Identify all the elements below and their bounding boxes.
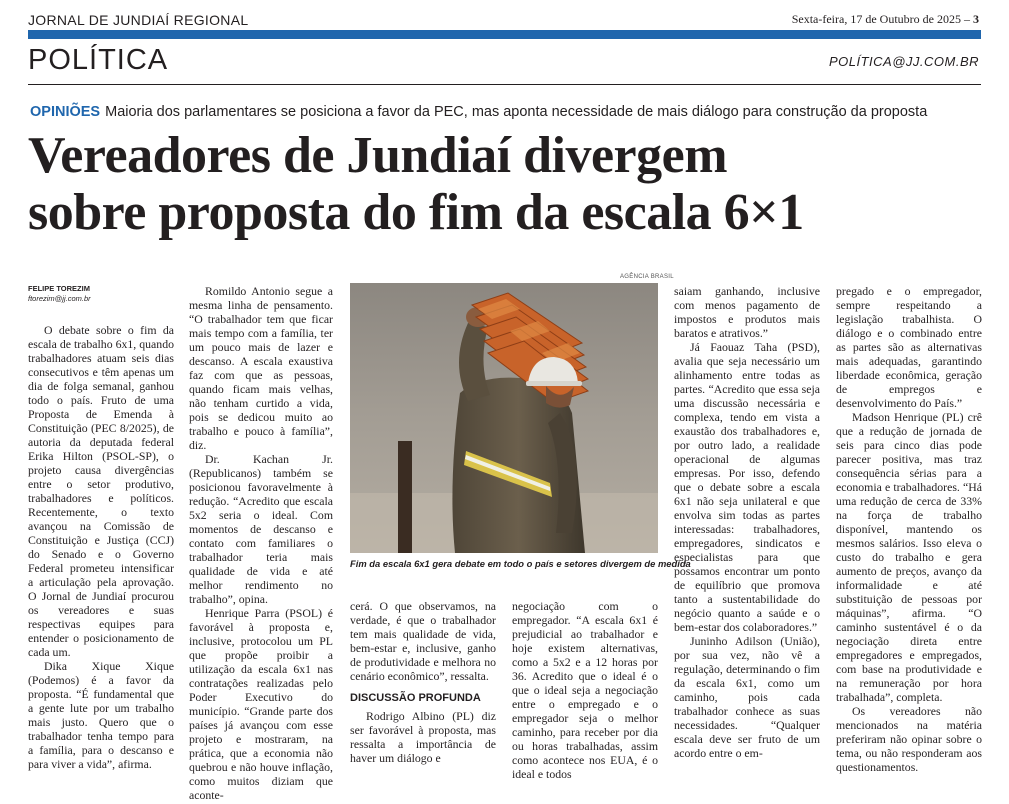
paragraph: saiam ganhando, inclusive com menos pagamento de impostos e produtos mais baratos e atrativos.” [674,284,820,340]
section-divider [28,84,981,85]
kicker-text: Maioria dos parlamentares se posiciona a favor da PEC, mas aponta necessidade de mais diálogo para construção da proposta [105,104,928,120]
paragraph: negociação com o empregador. “A escala 6x1 é prejudicial ao trabalhador e hoje existem alternativas, como a 5x2 e a 12 horas por 36. Acredito que o ideal é o que o ideal seja a negociação entre o empregado e o empregador seja o melhor caminho, para receber por dia ou horas trabalhadas, assim como acontece nos EUA, é o ideal e todos [512,599,658,781]
section-title: POLÍTICA [28,44,169,76]
section-email-link[interactable]: POLÍTICA@JJ.COM.BR [828,54,979,69]
article-column-3 [350,599,496,765]
article-column-6 [836,284,982,774]
paragraph: Dika Xique Xique (Podemos) é a favor da proposta. “É fundamental que a gente lute por um trabalho mais justo. Quero que o trabalhador tenha tempo para a família, para o descanso e para viver a vida”, afirma. [28,659,174,771]
section-color-bar [28,30,981,39]
publication-date: Sexta-feira, 17 de Outubro de 2025 [791,12,961,26]
paragraph: Madson Henrique (PL) crê que a redução de jornada de seis para cinco dias pode parecer positiva, mas traz consequência sérias para a economia e trabalhadores. “Há uma redução de cerca de 33% na força de trabalho disponível, mantendo os mesmos salários. Isso eleva o custo do trabalho e gera aumento de preços, avanço da informalidade e até substituição de pessoas por máquinas”, afirma. “O caminho sustentável é o da negociação direta entre empregadores e empregados, com base na produtividade e na remuneração por hora trabalhada”, completa. [836,410,982,704]
paragraph: O debate sobre o fim da escala de trabalho 6x1, quando trabalhadores atuam seis dias consecutivos e têm apenas um dia de folga semanal, ganhou todo o país. Fruto de uma Proposta de Emenda à Constituição (PEC 8/2025), de autoria da deputada federal Erika Hilton (PSOL-SP), o projeto causa divergências entre o setor produtivo, trabalhadores e políticos. Recentemente, o texto avançou na Comissão de Constituição e Justiça (CCJ) do Senado e o Governo Federal prometeu intensificar a articulação pela aprovação. O Jornal de Jundiaí procurou os vereadores e suas respectivas equipes para entender o posicionamento de cada um. [28,323,174,659]
newspaper-name: JORNAL DE JUNDIAÍ REGIONAL [28,12,249,28]
date-separator: – [964,12,970,26]
page-date-and-number [792,12,979,27]
paragraph: Já Faouaz Taha (PSD), avalia que seja necessário um alinhamento entre todas as partes. “Acredito que essa seja uma discussão necessária e complexa, tendo em vista a exaustão dos trabalhadores e, por outro lado, a realidade operacional de algumas empresas. Por isso, defendo que o debate sobre a escala 6x1 não seja unilateral e que envolva sim todas as partes interessadas: trabalhadores, empregadores, sindicatos e especialistas para que possamos encontrar um ponto de equilíbrio que promova tanto a sustentabilidade do negócio quanto a saúde e o bem-estar dos colaboradores.” [674,340,820,634]
page-number: 3 [973,12,979,26]
author-name: FELIPE TOREZIM [28,284,90,293]
paragraph: cerá. O que observamos, na verdade, é que o trabalhador tem mais qualidade de vida, bem-estar e, inclusive, ganho de produtividade e melhora no cenário econômico”, ressalta. [350,599,496,683]
paragraph: pregado e o empregador, sempre respeitando a legislação trabalhista. O diálogo e o combinado entre as partes são as alternativas mais adequadas, garantindo liberdade econômica, geração de empregos e desenvolvimento do País.” [836,284,982,410]
article-photo [350,283,658,553]
subheading: DISCUSSÃO PROFUNDA [350,692,481,704]
paragraph: Henrique Parra (PSOL) é favorável à proposta e, inclusive, protocolou um PL que propõe proibir a utilização da escala 6x1 nas contratações realizadas pelo Poder Executivo do município. “Grande parte dos países já avançou com esse projeto e mostraram, na prática, que a economia não quebrou e não houve inflação, como muitos diziam que aconte- [189,606,333,802]
kicker-tag: OPINIÕES [30,104,101,120]
article-headline [28,127,988,241]
article-column-1 [28,323,174,771]
headline-line-2: sobre proposta do fim da escala 6×1 [28,184,804,241]
paragraph: Romildo Antonio segue a mesma linha de pensamento. “O trabalhador tem que ficar mais tempo com a família, ter um pouco mais de lazer e descanso. A escala exaustiva faz com que as pessoas, quando ficam mais velhas, não tenham curtido a vida, pois se dedicou muito ao trabalho e pouco à família”, diz. [189,284,333,452]
article-column-2 [189,284,333,802]
headline-line-1: Vereadores de Jundiaí divergem [28,127,728,184]
article-column-4 [512,599,658,781]
worker-carrying-tiles-illustration [350,283,658,553]
photo-caption: Fim da escala 6x1 gera debate em todo o país e setores divergem de medida [350,558,691,569]
photo-credit: AGÊNCIA BRASIL [620,274,674,280]
article-kicker [30,104,927,120]
article-column-5 [674,284,820,760]
paragraph: Os vereadores não mencionados na matéria preferiram não opinar sobre o tema, ou não responderam aos questionamentos. [836,704,982,774]
paragraph: Rodrigo Albino (PL) diz ser favorável à proposta, mas ressalta a importância de haver um diálogo e [350,709,496,765]
paragraph: Dr. Kachan Jr. (Republicanos) também se posicionou favoravelmente à redução. “Acredito que escala 5x2 seria o ideal. Com momentos de descanso e contato com familiares o trabalhador teria mais qualidade de vida e até melhor rendimento no trabalho”, opina. [189,452,333,606]
author-email[interactable]: ftorezim@jj.com.br [28,294,91,303]
paragraph: Juninho Adilson (União), por sua vez, não vê a regulação, determinando o fim da escala 6x1, como um caminho, pois cada trabalhador conhece as suas necessidades. “Qualquer escala deve ser fruto de um acordo entre o em- [674,634,820,760]
